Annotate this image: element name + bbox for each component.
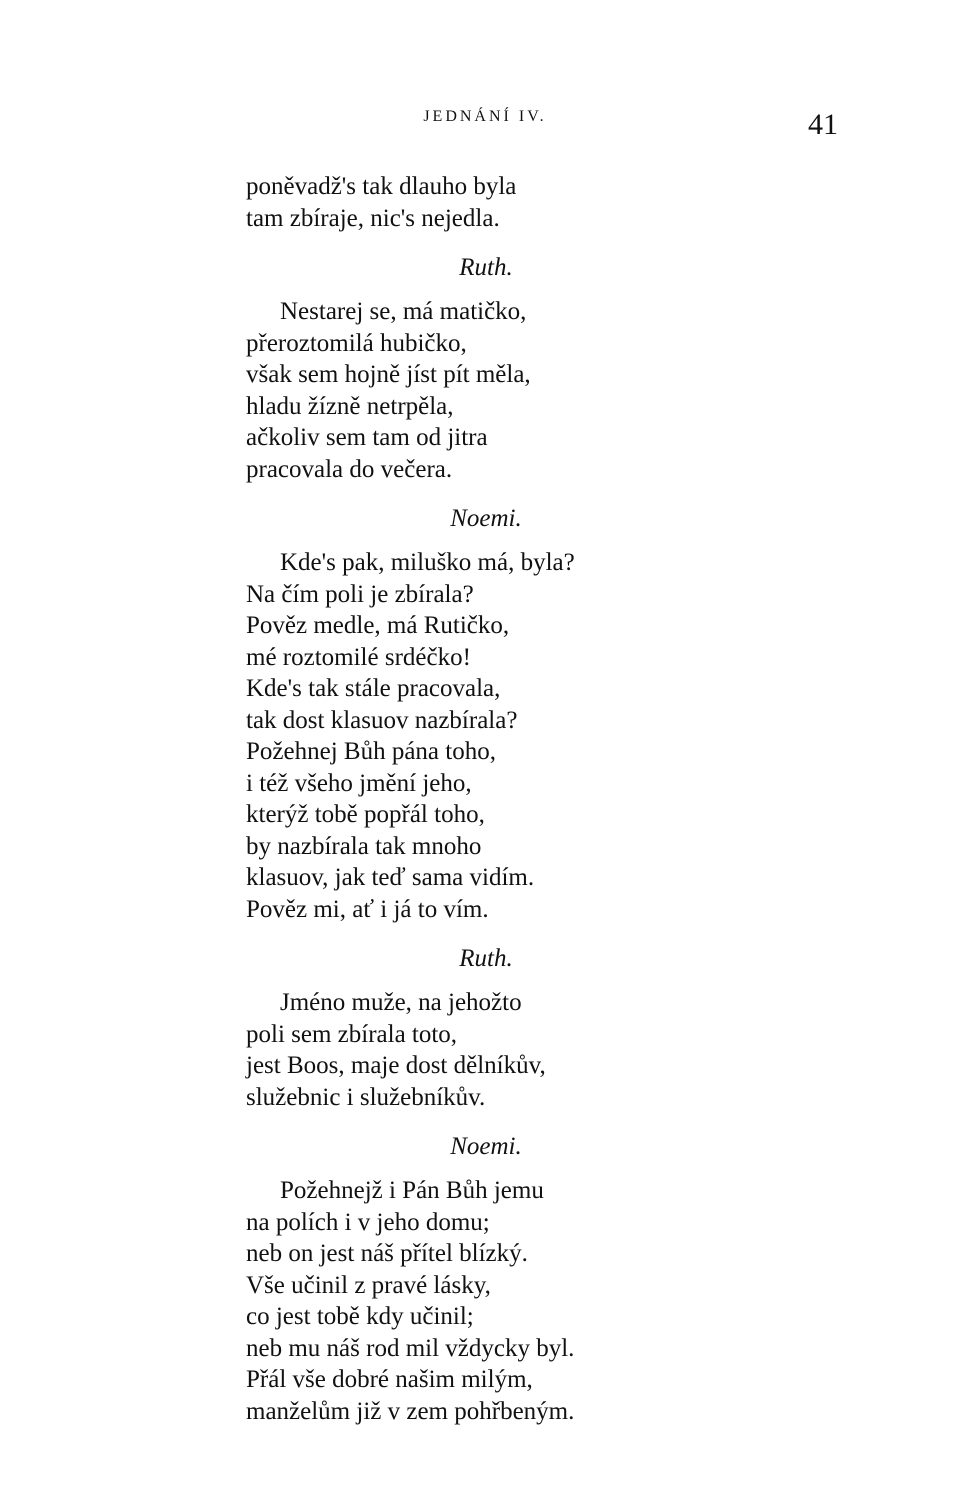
- speaker-name: Ruth.: [459, 945, 513, 972]
- verse-line: mé roztomilé srdéčko!: [246, 643, 471, 671]
- verse-line: kterýž tobě popřál toho,: [246, 801, 485, 828]
- verse-line: jest Boos, maje dost dělníkův,: [246, 1052, 546, 1079]
- verse-line: by nazbírala tak mnoho: [246, 832, 482, 860]
- poem-text: [246, 171, 726, 1427]
- verse-line: neb mu náš rod mil vždycky byl.: [246, 1334, 575, 1362]
- verse-line: Na čím poli je zbírala?: [246, 580, 474, 608]
- speaker-name: Noemi.: [450, 1133, 522, 1160]
- verse-line: Kde's pak, miluško má, byla?: [280, 549, 575, 576]
- verse-line: pracovala do večera.: [246, 455, 453, 483]
- verse-line: Přál vše dobré našim milým,: [246, 1366, 533, 1393]
- speaker-name: Ruth.: [459, 254, 513, 281]
- verse-line: tam zbíraje, nic's nejedla.: [246, 204, 500, 232]
- verse-line: manželům již v zem pohřbeným.: [246, 1397, 575, 1425]
- verse-line: tak dost klasuov nazbírala?: [246, 706, 518, 734]
- verse-line: hladu žízně netrpěla,: [246, 392, 454, 420]
- verse-line: poněvadž's tak dlauho byla: [246, 173, 517, 200]
- verse-line: Kde's tak stále pracovala,: [246, 675, 501, 702]
- speaker-name: Noemi.: [450, 505, 522, 532]
- verse-line: Pověz medle, má Rutičko,: [246, 612, 510, 639]
- running-header: JEDNÁNÍ IV.: [423, 108, 547, 125]
- verse-line: Požehnejž i Pán Bůh jemu: [280, 1177, 544, 1204]
- verse-line: Požehnej Bůh pána toho,: [246, 738, 496, 765]
- verse-line: poli sem zbírala toto,: [246, 1020, 458, 1048]
- verse-line: služebnic i služebníkův.: [246, 1083, 486, 1111]
- verse-line: Vše učinil z pravé lásky,: [246, 1271, 491, 1299]
- verse-line: i též všeho jmění jeho,: [246, 769, 472, 797]
- verse-line: Pověz mi, ať i já to vím.: [246, 895, 489, 923]
- verse-line: Nestarej se, má matičko,: [280, 298, 527, 325]
- verse-line: co jest tobě kdy učinil;: [246, 1303, 474, 1330]
- verse-line: neb on jest náš přítel blízký.: [246, 1240, 528, 1267]
- verse-line: ačkoliv sem tam od jitra: [246, 424, 488, 451]
- verse-line: Jméno muže, na jehožto: [280, 989, 522, 1016]
- page-number: 41: [808, 108, 838, 141]
- verse-line: na polích i v jeho domu;: [246, 1208, 490, 1236]
- verse-line: klasuov, jak teď sama vidím.: [246, 864, 535, 891]
- verse-line: přeroztomilá hubičko,: [246, 329, 467, 357]
- verse-line: však sem hojně jíst pít měla,: [246, 361, 531, 388]
